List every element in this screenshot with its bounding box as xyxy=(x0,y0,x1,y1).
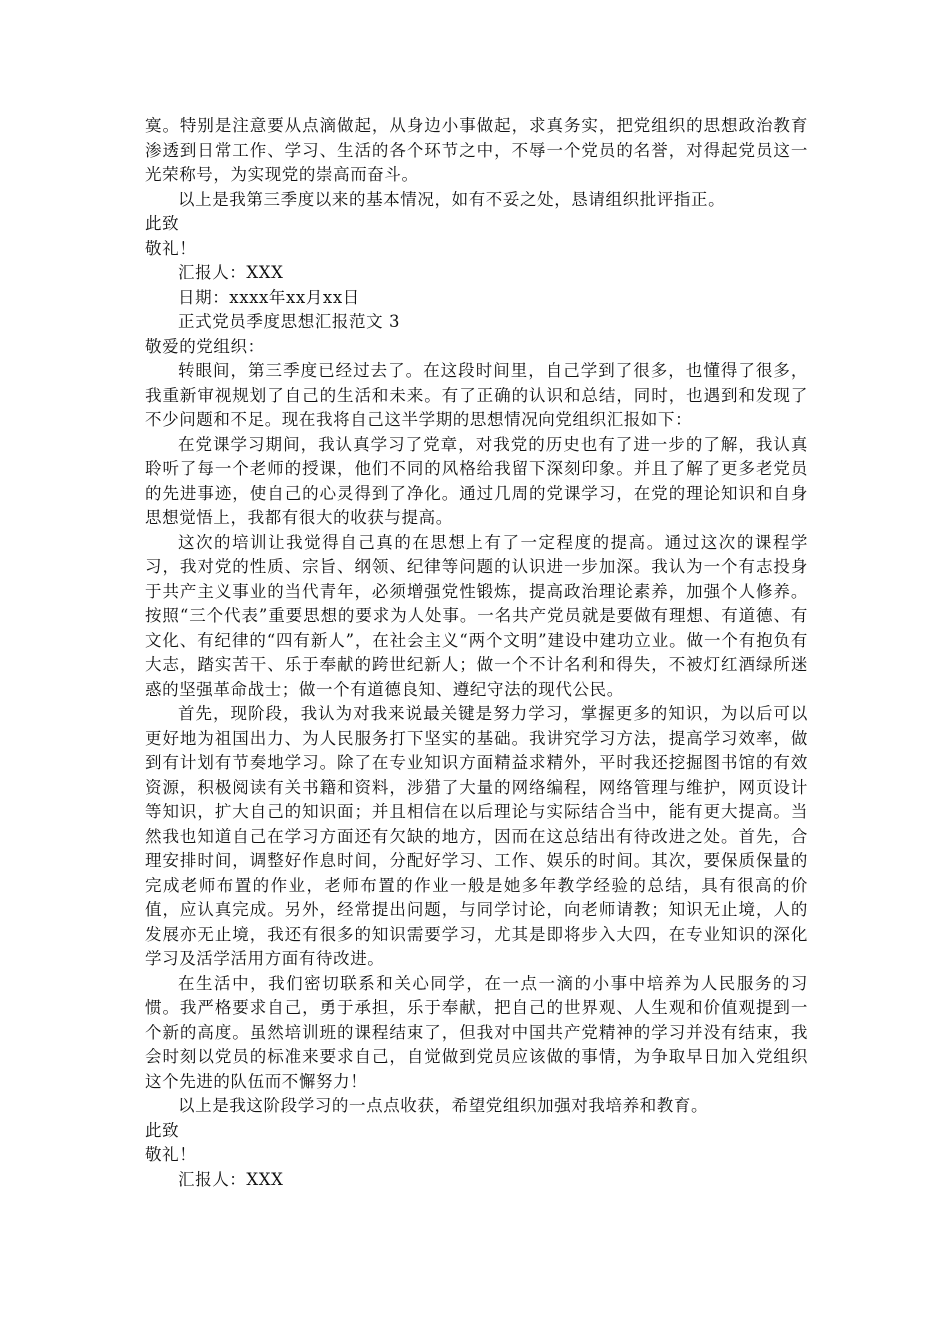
section-title: 正式党员季度思想汇报范文 3 xyxy=(178,312,401,331)
date-line: 日期：xxxx年xx月xx日 xyxy=(178,287,360,307)
reporter-line-2: 汇报人：XXX xyxy=(178,1169,284,1189)
paragraph-study: 首先，现阶段，我认为对我来说最关键是努力学习，掌握更多的知识，为以后可以更好地为祖国出力、为人民服务打下坚实的基础。我讲究学习方法，提高学习效率，做到有计划有节奏地学习。除了在专业知识方面精益求精外，平时我还挖掘图书馆的有效资源，积极阅读有关书籍和资料，涉猎了大量的网络编程，网络管理与维护，网页设计等知识，扩大自己的知识面；并且相信在以后理论与实际结合当中，能有更大提高。当然我也知道自己在学习方面还有欠缺的地方，因而在这总结出有待改进之处。首先，合理安排时间，调整好作息时间，分配好学习、工作、娱乐的时间。其次，要保质保量的完成老师布置的作业，老师布置的作业一般是她多年教学经验的总结，具有很高的价值，应认真完成。另外，经常提出问题，与同学讨论，向老师请教；知识无止境，人的发展亦无止境，我还有很多的知识需要学习，尤其是即将步入大四，在专业知识的深化学习及活学活用方面有待改进。 xyxy=(145,704,808,968)
paragraph-closing-remark: 寞。特别是注意要从点滴做起，从身边小事做起，求真务实，把党组织的思想政治教育渗透到日常工作、学习、生活的各个环节之中，不辱一个党员的名誉，对得起党员这一光荣称号，为实现党的崇高而奋斗。 xyxy=(145,116,808,184)
paragraph-intro: 转眼间，第三季度已经过去了。在这段时间里，自己学到了很多，也懂得了很多，我重新审视规划了自己的生活和未来。有了正确的认识和总结，同时，也遇到和发现了不少问题和不足。现在我将自己这半学期的思想情况向党组织汇报如下： xyxy=(145,361,808,429)
paragraph-conclusion: 以上是我这阶段学习的一点点收获，希望党组织加强对我培养和教育。 xyxy=(178,1096,709,1115)
paragraph-party-class: 在党课学习期间，我认真学习了党章，对我党的历史也有了进一步的了解，我认真聆听了每一个老师的授课，他们不同的风格给我留下深刻印象。并且了解了更多老党员的先进事迹，使自己的心灵得到了净化。通过几周的党课学习，在党的理论知识和自身思想觉悟上，我都有很大的收获与提高。 xyxy=(145,434,808,527)
salutation-jingli: 敬礼！ xyxy=(145,238,197,258)
paragraph-training: 这次的培训让我觉得自己真的在思想上有了一定程度的提高。通过这次的课程学习，我对党的性质、宗旨、纲领、纪律等问题的认识进一步加深。我认为一个有志投身于共产主义事业的当代青年，必须增强党性锻炼，提高政治理论素养，加强个人修养。按照“三个代表”重要思想的要求为人处事。一名共产党员就是要做有理想、有道德、有文化、有纪律的“四有新人”，在社会主义“两个文明”建设中建功立业。做一个有抱负有大志，踏实苦干、乐于奉献的跨世纪新人；做一个不计名利和得失，不被灯红酒绿所迷惑的坚强革命战士；做一个有道德良知、遵纪守法的现代公民。 xyxy=(145,532,808,699)
paragraph-summary: 以上是我第三季度以来的基本情况，如有不妥之处，恳请组织批评指正。 xyxy=(178,189,726,209)
paragraph-life: 在生活中，我们密切联系和关心同学，在一点一滴的小事中培养为人民服务的习惯。我严格要求自己，勇于承担，乐于奉献，把自己的世界观、人生观和价值观提到一个新的高度。虽然培训班的课程结束了，但我对中国共产党精神的学习并没有结束，我会时刻以党员的标准来要求自己，自觉做到党员应该做的事情，为争取早日加入党组织这个先进的队伍而不懈努力！ xyxy=(145,973,808,1091)
document-body xyxy=(145,114,808,1192)
greeting: 敬爱的党组织： xyxy=(145,336,265,356)
salutation-cizhi-2: 此致 xyxy=(145,1120,180,1140)
salutation-cizhi: 此致 xyxy=(145,214,180,233)
salutation-jingli-2: 敬礼！ xyxy=(145,1145,197,1164)
reporter-line: 汇报人：XXX xyxy=(178,263,284,282)
